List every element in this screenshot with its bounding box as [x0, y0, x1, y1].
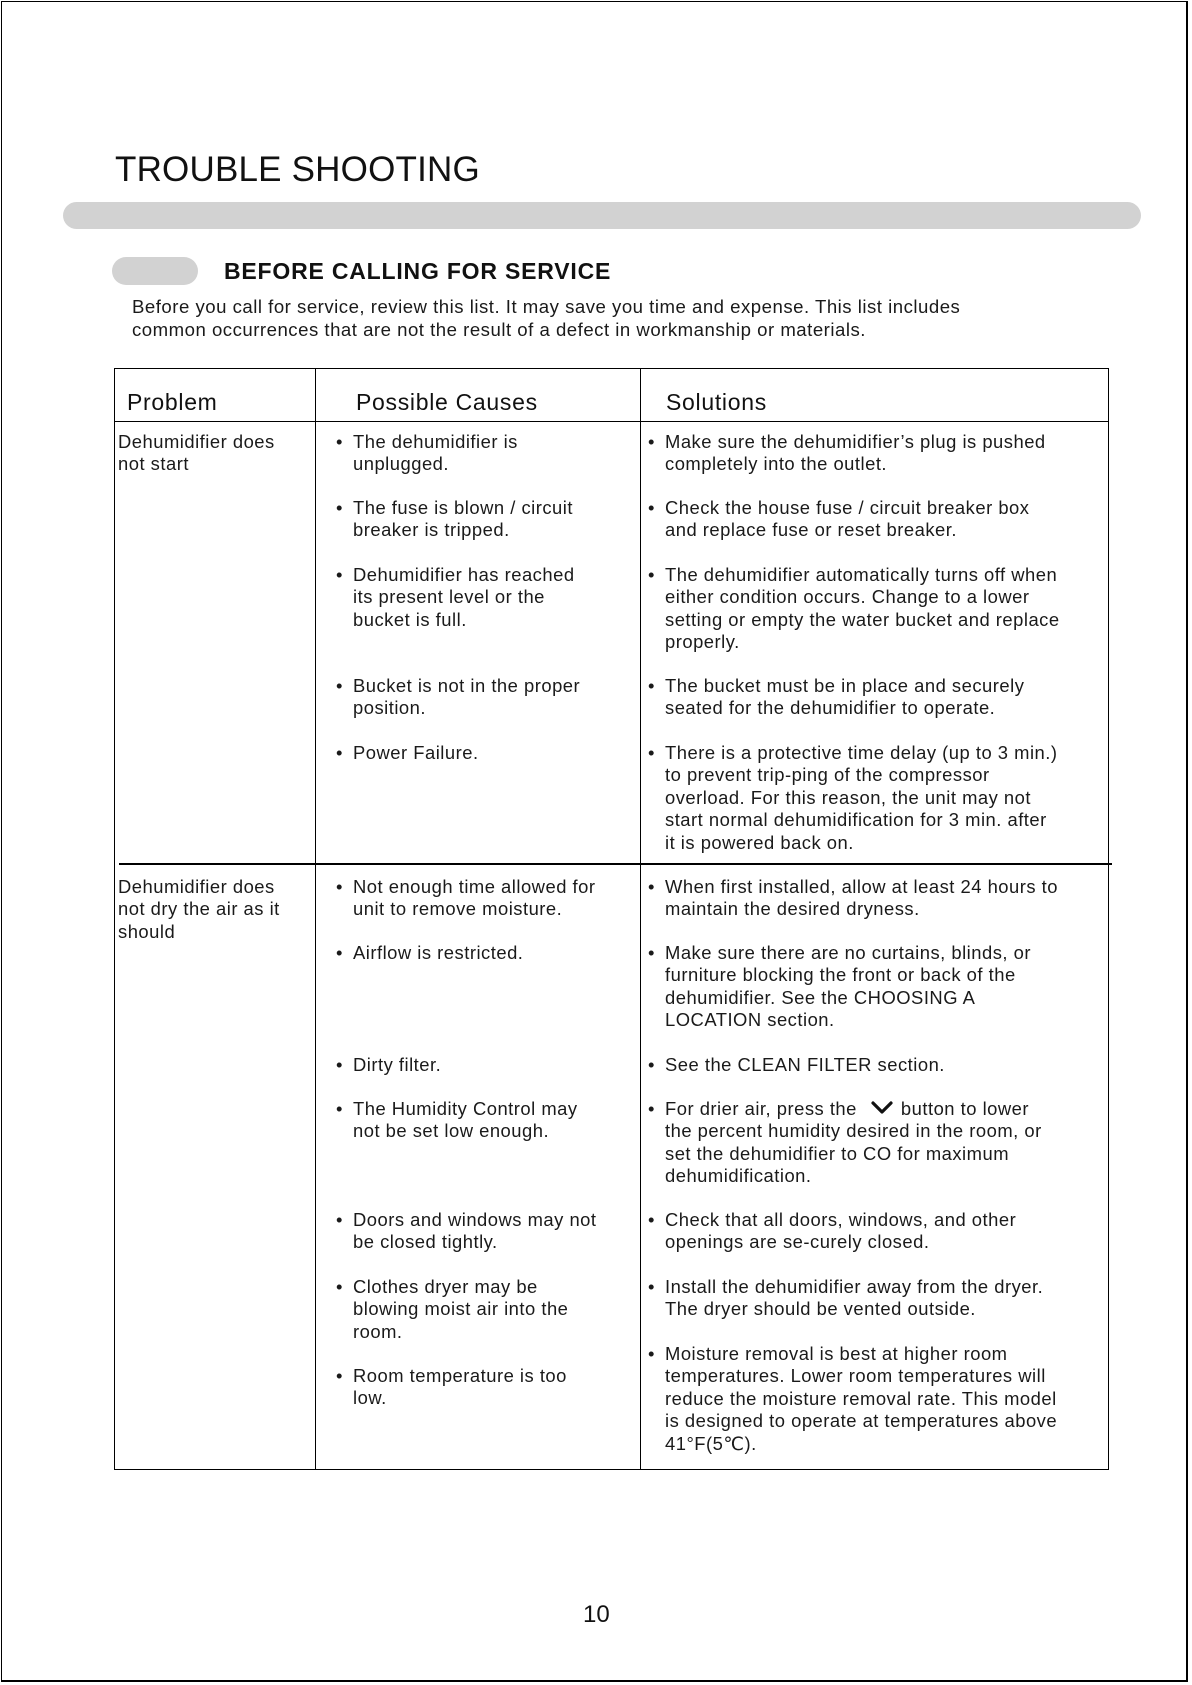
column-header-solutions: Solutions — [666, 389, 767, 415]
title-divider-bar — [63, 202, 1141, 229]
problem-cell: Dehumidifier does not start — [118, 431, 275, 475]
solution-item: • The dehumidifier automatically turns off when either condition occurs. Change to a lower setting or empty the water bucket and replace properly. — [648, 564, 1110, 654]
chevron-down-icon — [871, 1101, 893, 1115]
solution-text: Check that all doors, windows, and other openings are se-curely closed. — [665, 1209, 1017, 1253]
solution-item: • Check that all doors, windows, and other openings are se-curely closed. — [648, 1209, 1110, 1254]
cause-item: • The fuse is blown / circuit breaker is tripped. — [336, 497, 636, 542]
troubleshooting-table — [114, 368, 1109, 1470]
column-divider — [640, 369, 641, 1469]
solution-item: • Moisture removal is best at higher room temperatures. Lower room temperatures will reduce the moisture removal rate. This model is designed to operate at temperatures above 41°F(5℃). — [648, 1343, 1110, 1455]
cause-item: • The dehumidifier is unplugged. — [336, 431, 636, 476]
solution-text-rest: the percent humidity desired in the room, or set the dehumidifier to CO for maximum dehumidification. — [665, 1120, 1042, 1187]
solution-text: Moisture removal is best at higher room temperatures. Lower room temperatures will reduce the moisture removal rate. This model is designed to operate at temperatures above 41°F(5℃). — [665, 1343, 1058, 1454]
solution-text: Make sure the dehumidifier’s plug is pushed completely into the outlet. — [665, 431, 1046, 475]
cause-text: The fuse is blown / circuit breaker is tripped. — [353, 497, 573, 541]
solution-text: The bucket must be in place and securely seated for the dehumidifier to operate. — [665, 675, 1025, 719]
solution-text: Make sure there are no curtains, blinds, or furniture blocking the front or back of the dehumidifier. See the CHOOSING A LOCATION section. — [665, 942, 1031, 1031]
solution-item: • Install the dehumidifier away from the dryer. The dryer should be vented outside. — [648, 1276, 1110, 1321]
cause-item: • Airflow is restricted. — [336, 942, 636, 964]
solution-text: The dehumidifier automatically turns off when either condition occurs. Change to a lower setting or empty the water bucket and replace properly. — [665, 564, 1060, 653]
cause-text: Power Failure. — [353, 742, 479, 763]
solution-text: When first installed, allow at least 24 hours to maintain the desired dryness. — [665, 876, 1059, 920]
section-heading: BEFORE CALLING FOR SERVICE — [224, 258, 612, 284]
cause-item: • Dehumidifier has reached its present level or the bucket is full. — [336, 564, 636, 631]
row-divider — [119, 863, 1112, 865]
solution-item: • For drier air, press the button to lower the percent humidity desired in the room, or set the dehumidifier to CO for maximum dehumidification. — [648, 1098, 1110, 1188]
header-divider — [115, 421, 1108, 422]
intro-line: Before you call for service, review this list. It may save you time and expense. This list includes — [132, 296, 961, 317]
solution-item: • When first installed, allow at least 24 hours to maintain the desired dryness. — [648, 876, 1110, 921]
cause-text: Bucket is not in the proper position. — [353, 675, 581, 719]
column-header-problem: Problem — [127, 389, 218, 415]
solution-text: See the CLEAN FILTER section. — [665, 1054, 945, 1075]
cause-item: • Dirty filter. — [336, 1054, 636, 1076]
cause-item: • Bucket is not in the proper position. — [336, 675, 636, 720]
column-header-causes: Possible Causes — [356, 389, 538, 415]
cause-text: Dehumidifier has reached its present level or the bucket is full. — [353, 564, 575, 630]
section-marker — [112, 257, 198, 285]
solution-item: • Check the house fuse / circuit breaker box and replace fuse or reset breaker. — [648, 497, 1110, 542]
cause-text: Room temperature is too low. — [353, 1365, 567, 1409]
intro-paragraph — [132, 296, 1072, 341]
solution-text-before-icon: For drier air, press the — [665, 1098, 857, 1119]
cause-item: • Not enough time allowed for unit to remove moisture. — [336, 876, 636, 921]
solution-text — [648, 1098, 1110, 1188]
cause-item: • The Humidity Control may not be set low enough. — [336, 1098, 636, 1143]
problem-cell: Dehumidifier does not dry the air as it should — [118, 876, 280, 942]
solution-text: Check the house fuse / circuit breaker box and replace fuse or reset breaker. — [665, 497, 1030, 541]
page-number: 10 — [583, 1601, 610, 1628]
solution-text: Install the dehumidifier away from the dryer. The dryer should be vented outside. — [665, 1276, 1044, 1320]
cause-text: Airflow is restricted. — [353, 942, 524, 963]
cause-item: • Room temperature is too low. — [336, 1365, 636, 1410]
solution-item: • See the CLEAN FILTER section. — [648, 1054, 1110, 1076]
column-divider — [315, 369, 316, 1469]
page-title: TROUBLE SHOOTING — [115, 150, 480, 189]
solution-text-after-icon: button to lower — [900, 1098, 1030, 1119]
cause-item: • Power Failure. — [336, 742, 636, 764]
cause-text: Dirty filter. — [353, 1054, 442, 1075]
cause-text: Doors and windows may not be closed tightly. — [353, 1209, 597, 1253]
solution-text: There is a protective time delay (up to 3 min.) to prevent trip-ping of the compressor overload. For this reason, the unit may not start normal dehumidification for 3 min. after it is powered back on. — [665, 742, 1058, 853]
cause-item: • Clothes dryer may be blowing moist air into the room. — [336, 1276, 636, 1343]
solution-item: • The bucket must be in place and securely seated for the dehumidifier to operate. — [648, 675, 1110, 720]
solution-item: • Make sure there are no curtains, blinds, or furniture blocking the front or back of the dehumidifier. See the CHOOSING A LOCATION section. — [648, 942, 1110, 1032]
solution-item: • There is a protective time delay (up to 3 min.) to prevent trip-ping of the compressor overload. For this reason, the unit may not start normal dehumidification for 3 min. after it is powered back on. — [648, 742, 1110, 854]
intro-line: common occurrences that are not the result of a defect in workmanship or materials. — [132, 318, 866, 340]
cause-text: The Humidity Control may not be set low enough. — [353, 1098, 578, 1142]
cause-text: Not enough time allowed for unit to remove moisture. — [353, 876, 596, 920]
cause-text: The dehumidifier is unplugged. — [353, 431, 518, 475]
cause-text: Clothes dryer may be blowing moist air into the room. — [353, 1276, 569, 1342]
solution-item: • Make sure the dehumidifier’s plug is pushed completely into the outlet. — [648, 431, 1110, 476]
cause-item: • Doors and windows may not be closed tightly. — [336, 1209, 636, 1254]
